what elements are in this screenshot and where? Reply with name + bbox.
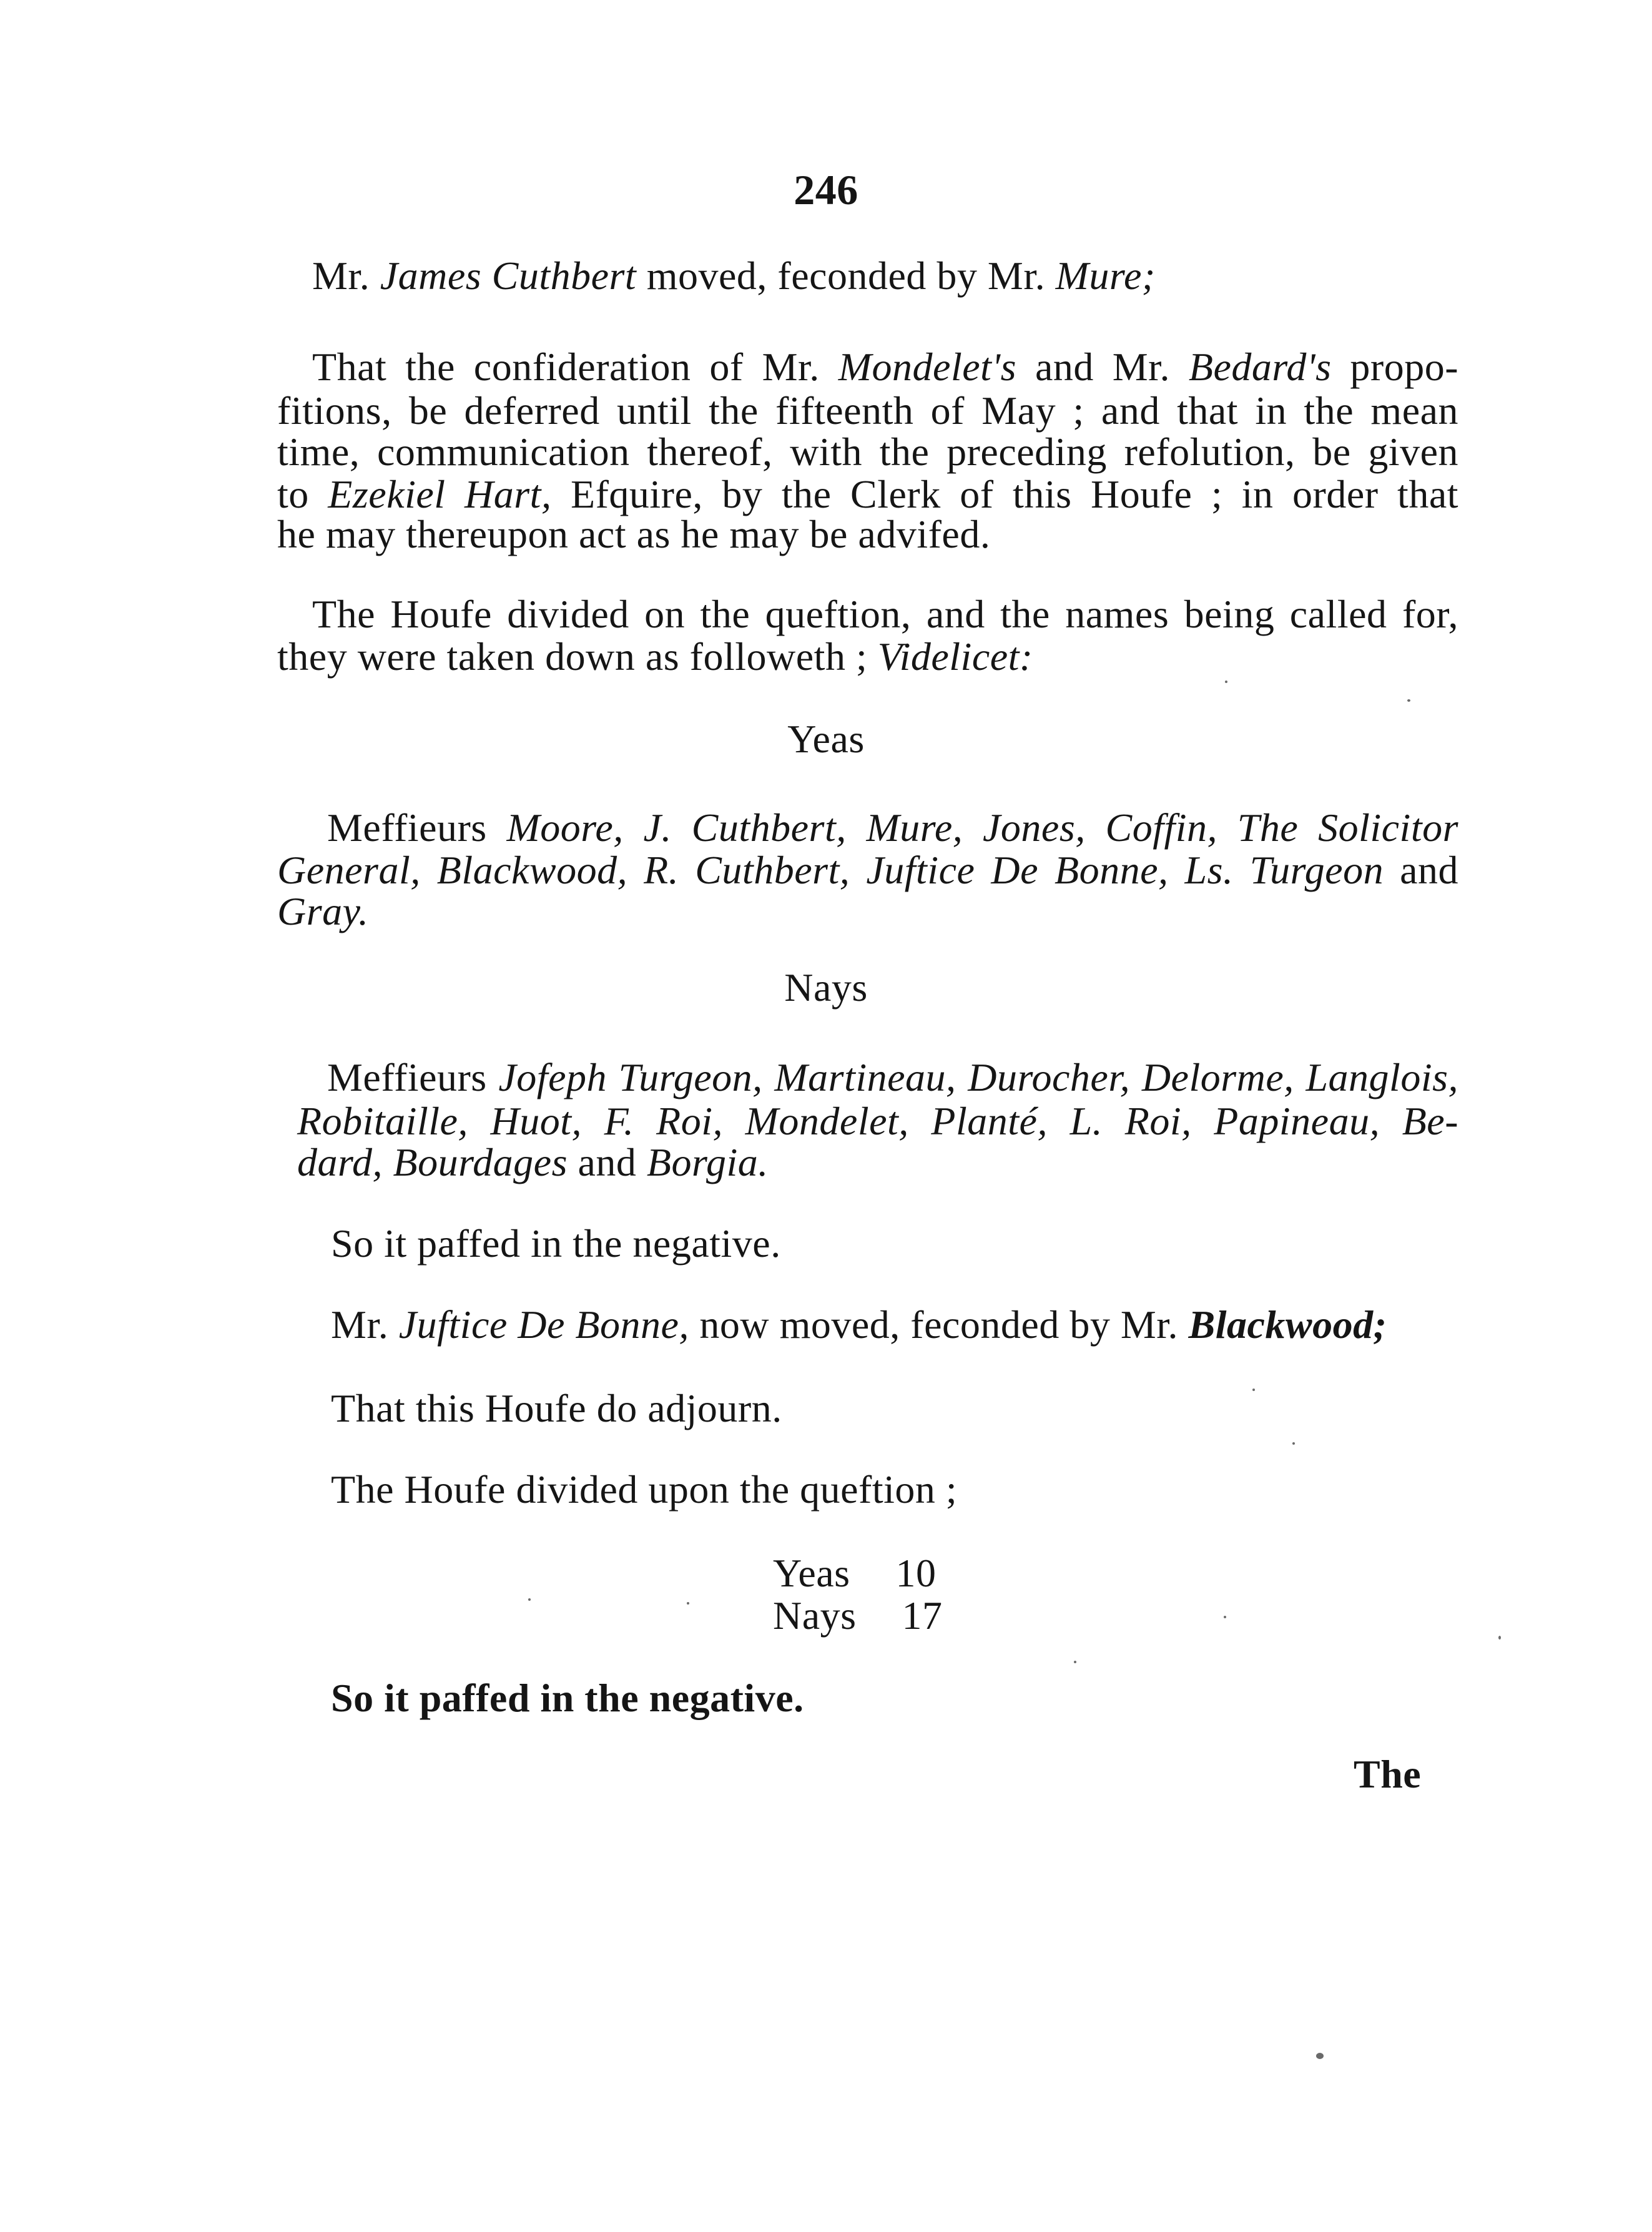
resolution-text: That the confideration of Mr.	[312, 345, 820, 389]
seconder-name-2: Blackwood;	[1188, 1302, 1387, 1347]
seconder-name: Mure;	[1055, 253, 1156, 298]
division-2: The Houfe divided upon the queftion ;	[331, 1467, 958, 1512]
yeas-heading: Yeas	[787, 717, 865, 761]
nays-names: dard, Bourdages	[297, 1140, 568, 1184]
scan-speck	[687, 1602, 689, 1605]
result-2: So it paffed in the negative.	[331, 1676, 804, 1720]
tally-nays-count: 17	[902, 1593, 943, 1638]
scan-speck	[1252, 1389, 1255, 1391]
yeas-names: General, Blackwood, R. Cuthbert, Juftice De Bonne, Ls. Turgeon	[277, 848, 1384, 892]
page-number: 246	[794, 166, 858, 214]
scan-speck	[1498, 1636, 1501, 1640]
resolution-text: Efquire, by the Clerk of this Houfe ; in order that	[570, 472, 1459, 516]
resolution-line-3: time, communication thereof, with the preceding refolution, be given	[277, 430, 1458, 474]
scan-speck	[1225, 681, 1227, 683]
scan-speck	[1316, 2053, 1324, 2059]
motion-2-mr: Mr.	[331, 1302, 389, 1347]
tally-nays	[773, 1593, 943, 1638]
catchword: The	[1354, 1752, 1422, 1796]
resolution-name-hart: Ezekiel Hart,	[328, 472, 552, 516]
motion-2	[331, 1302, 1387, 1347]
resolution-line-4	[277, 472, 1458, 517]
result-1: So it paffed in the negative.	[331, 1221, 781, 1266]
tally-yeas-label: Yeas	[773, 1551, 850, 1595]
resolution-text: to	[277, 472, 309, 516]
nays-line-3	[297, 1140, 769, 1185]
resolution-line-5: he may thereupon act as he may be advifed.	[277, 512, 991, 556]
resolution-text: and Mr.	[1035, 345, 1170, 389]
tally-yeas	[773, 1551, 937, 1596]
and-word: and	[578, 1140, 637, 1184]
motion-1	[312, 253, 1156, 298]
resolution-line-1	[312, 345, 1458, 390]
and-word: and	[1400, 848, 1459, 892]
adjourn-motion: That this Houfe do adjourn.	[331, 1386, 782, 1430]
nays-line-2: Robitaille, Huot, F. Roi, Mondelet, Planté, L. Roi, Papineau, Be-	[297, 1099, 1458, 1143]
division-line-2	[277, 634, 1033, 679]
resolution-line-2: fitions, be deferred until the fifteenth of May ; and that in the mean	[277, 388, 1458, 433]
tally-yeas-count: 10	[895, 1551, 937, 1595]
yeas-line-1	[327, 805, 1458, 850]
motion-2-text: now moved, feconded by Mr.	[699, 1302, 1178, 1347]
motion-1-mr: Mr.	[312, 253, 370, 298]
yeas-names: Moore, J. Cuthbert, Mure, Jones, Coffin, The Solicitor	[506, 805, 1459, 850]
nays-names: Borgia.	[646, 1140, 769, 1184]
scan-speck	[1074, 1661, 1076, 1663]
resolution-text: propo-	[1350, 345, 1459, 389]
motion-1-text: moved, feconded by Mr.	[646, 253, 1046, 298]
nays-heading: Nays	[784, 965, 868, 1010]
scan-speck	[1407, 699, 1410, 702]
scan-speck	[1292, 1442, 1295, 1445]
videlicet: Videlicet:	[877, 634, 1033, 679]
resolution-name-bedard: Bedard's	[1188, 345, 1332, 389]
tally-nays-label: Nays	[773, 1593, 857, 1638]
messieurs-label: Meffieurs	[327, 1055, 487, 1099]
division-line-1: The Houfe divided on the queftion, and the names being called for,	[312, 592, 1458, 636]
nays-names: Jofeph Turgeon, Martineau, Durocher, Delorme, Langlois,	[498, 1055, 1459, 1099]
division-text: they were taken down as followeth ;	[277, 634, 868, 679]
scan-speck	[1224, 1616, 1226, 1618]
messieurs-label: Meffieurs	[327, 805, 487, 850]
nays-line-1	[327, 1055, 1458, 1100]
yeas-line-2	[277, 848, 1458, 893]
scan-speck	[528, 1598, 531, 1601]
yeas-line-3: Gray.	[277, 889, 369, 933]
resolution-name-mondelet: Mondelet's	[838, 345, 1017, 389]
mover-name: James Cuthbert	[380, 253, 637, 298]
mover-name-2: Juftice De Bonne,	[398, 1302, 689, 1347]
